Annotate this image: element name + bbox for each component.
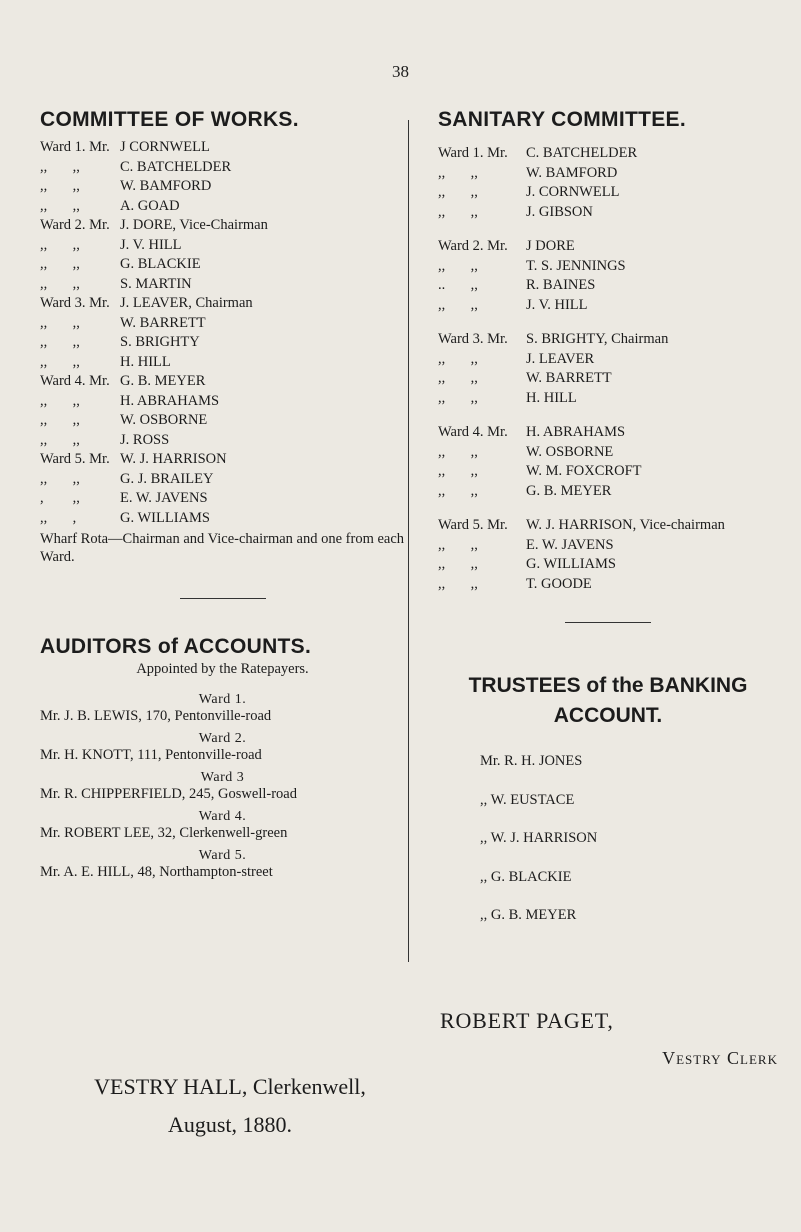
committee-of-works-list	[40, 138, 405, 528]
auditors-subtitle: Appointed by the Ratepayers.	[136, 661, 309, 677]
right-column	[438, 108, 778, 946]
ward-group	[438, 516, 778, 594]
ward-group	[438, 237, 778, 315]
member-name: W. BARRETT	[120, 314, 206, 331]
list-item	[40, 353, 405, 373]
auditor-ward: Ward 3	[200, 770, 245, 785]
member-name: J. V. HILL	[526, 296, 588, 313]
ward-prefix: ,, ,,	[438, 370, 478, 386]
ward-prefix: Ward 5. Mr.	[438, 517, 508, 533]
ward-prefix: ,, ,,	[40, 158, 80, 175]
list-item	[438, 330, 778, 350]
list-item	[40, 216, 405, 236]
member-name: G. B. MEYER	[120, 373, 206, 389]
list-item	[40, 158, 405, 178]
ward-prefix: Ward 3. Mr.	[438, 331, 508, 347]
member-row	[40, 138, 405, 158]
member-name: C. BATCHELDER	[120, 158, 232, 175]
auditor-name: Mr. A. E. HILL, 48, Northampton-street	[40, 864, 273, 880]
auditor-ward: Ward 1.	[198, 692, 247, 707]
list-item	[40, 255, 405, 275]
ward-prefix: Ward 2. Mr.	[438, 238, 508, 254]
place: VESTRY HALL, Clerkenwell,	[94, 1074, 366, 1099]
member-name: W. OSBORNE	[120, 412, 208, 428]
auditor-name: Mr. J. B. LEWIS, 170, Pentonville-road	[40, 708, 272, 724]
sanitary-committee-title: SANITARY COMMITTEE.	[438, 108, 686, 131]
member-row	[438, 536, 778, 556]
member-row	[438, 203, 778, 223]
member-row	[438, 296, 778, 316]
member-row	[438, 330, 778, 350]
column-divider	[408, 120, 409, 962]
member-row	[40, 255, 405, 275]
member-name: J. GIBSON	[526, 203, 593, 220]
list-item	[40, 411, 405, 431]
list-item	[40, 509, 405, 529]
ward-prefix: ,, ,,	[438, 184, 478, 200]
list-item	[438, 462, 778, 482]
auditors-of-accounts	[40, 635, 405, 881]
auditor-ward: Ward 2.	[198, 731, 247, 746]
member-row	[40, 392, 405, 412]
ward-prefix: Ward 1. Mr.	[438, 145, 508, 161]
member-row	[40, 411, 405, 431]
ward-prefix: ,, ,,	[438, 350, 478, 367]
member-row	[40, 275, 405, 295]
list-item	[40, 372, 405, 392]
list-item	[438, 350, 778, 370]
ward-group	[438, 423, 778, 501]
member-row	[438, 350, 778, 370]
member-row	[438, 164, 778, 184]
list-item	[40, 294, 405, 314]
trustee-item: ,, W. EUSTACE	[480, 791, 575, 808]
ward-prefix: , ,,	[40, 490, 80, 506]
ward-prefix: ,, ,,	[40, 334, 80, 350]
ward-prefix: ,, ,,	[40, 256, 80, 272]
ward-prefix: ,, ,,	[40, 236, 80, 253]
left-column	[40, 108, 405, 887]
member-name: E. W. JAVENS	[120, 490, 208, 506]
ward-prefix: ,, ,,	[438, 443, 478, 460]
list-item	[438, 183, 778, 203]
member-name: C. BATCHELDER	[526, 145, 638, 161]
member-row	[40, 333, 405, 353]
list-item	[438, 203, 778, 223]
member-name: H. HILL	[120, 353, 171, 370]
list-item	[438, 276, 778, 296]
ward-prefix: ,, ,,	[438, 536, 478, 553]
member-row	[40, 450, 405, 470]
sanitary-committee	[438, 108, 778, 594]
ward-prefix: ,, ,	[40, 509, 77, 526]
auditor-name: Mr. ROBERT LEE, 32, Clerkenwell-green	[40, 825, 288, 841]
member-name: W. M. FOXCROFT	[526, 463, 642, 479]
member-name: W. BAMFORD	[526, 164, 618, 181]
list-item	[438, 164, 778, 184]
member-row	[438, 369, 778, 389]
ward-prefix: .. ,,	[438, 277, 478, 293]
member-name: G. B. MEYER	[526, 482, 612, 499]
member-name: G. WILLIAMS	[526, 556, 616, 572]
member-name: J CORNWELL	[120, 139, 210, 155]
member-name: G. J. BRAILEY	[120, 470, 214, 487]
ward-prefix: ,, ,,	[438, 257, 478, 274]
member-name: A. GOAD	[120, 197, 180, 214]
member-name: S. BRIGHTY	[120, 334, 200, 350]
member-row	[40, 489, 405, 509]
list-item	[438, 423, 778, 443]
ward-prefix: ,, ,,	[40, 392, 80, 409]
auditor-ward: Ward 5.	[198, 848, 247, 863]
member-row	[438, 144, 778, 164]
member-row	[438, 516, 778, 536]
list-item	[438, 482, 778, 502]
list-item	[40, 450, 405, 470]
member-name: R. BAINES	[526, 277, 596, 293]
list-item	[438, 237, 778, 257]
committee-of-works	[40, 108, 405, 566]
ward-group	[438, 330, 778, 408]
list-item	[40, 392, 405, 412]
auditors-list	[40, 692, 405, 881]
member-name: W. J. HARRISON	[120, 451, 227, 467]
ward-prefix: ,, ,,	[40, 470, 80, 487]
member-name: J. DORE, Vice-Chairman	[120, 217, 268, 233]
auditors-title: AUDITORS of ACCOUNTS.	[40, 635, 312, 658]
trustees-banking-account	[438, 671, 778, 946]
wharf-rota-note: Wharf Rota—Chairman and Vice-chairman and one from each Ward.	[40, 531, 405, 565]
page-number: 38	[392, 62, 409, 81]
member-name: W. BAMFORD	[120, 178, 212, 194]
list-item	[40, 314, 405, 334]
member-row	[40, 372, 405, 392]
member-name: W. BARRETT	[526, 370, 612, 386]
place-date	[60, 1068, 400, 1144]
member-row	[438, 443, 778, 463]
ward-prefix: ,, ,,	[438, 203, 478, 220]
trustee-item: ,, W. J. HARRISON	[480, 830, 598, 846]
ward-prefix: ,, ,,	[438, 164, 478, 181]
ward-prefix: Ward 3. Mr.	[40, 295, 110, 311]
list-item	[438, 536, 778, 556]
date: August, 1880.	[167, 1112, 293, 1137]
signature-block	[438, 1008, 778, 1069]
list-item	[438, 516, 778, 536]
section-rule	[565, 622, 651, 623]
ward-prefix: ,, ,,	[40, 275, 80, 292]
ward-prefix: Ward 4. Mr.	[40, 373, 110, 389]
ward-prefix: ,, ,,	[438, 575, 478, 592]
member-name: J. V. HILL	[120, 236, 182, 253]
ward-prefix: ,, ,,	[40, 431, 80, 448]
member-row	[438, 575, 778, 595]
list-item	[40, 138, 405, 158]
member-row	[40, 314, 405, 334]
auditor-name: Mr. H. KNOTT, 111, Pentonville-road	[40, 747, 262, 763]
ward-prefix: Ward 1. Mr.	[40, 139, 110, 155]
member-name: T. S. JENNINGS	[526, 257, 626, 274]
clerk-title: Vestry Clerk	[662, 1048, 778, 1068]
ward-prefix: ,, ,,	[40, 412, 80, 428]
member-row	[40, 431, 405, 451]
list-item	[438, 144, 778, 164]
auditor-ward: Ward 4.	[198, 809, 247, 824]
member-row	[438, 462, 778, 482]
list-item	[40, 236, 405, 256]
member-row	[40, 294, 405, 314]
ward-prefix: ,, ,,	[40, 353, 80, 370]
trustee-item: ,, G. BLACKIE	[480, 868, 572, 885]
member-name: J. ROSS	[120, 431, 170, 448]
member-row	[40, 177, 405, 197]
trustees-list	[438, 753, 778, 946]
ward-group	[438, 144, 778, 222]
ward-prefix: ,, ,,	[438, 482, 478, 499]
member-row	[438, 423, 778, 443]
list-item	[438, 369, 778, 389]
list-item	[40, 431, 405, 451]
ward-prefix: ,, ,,	[40, 314, 80, 331]
sanitary-committee-list	[438, 144, 778, 594]
list-item	[40, 333, 405, 353]
trustee-item: Mr. R. H. JONES	[480, 753, 583, 769]
ward-prefix: Ward 4. Mr.	[438, 424, 508, 440]
member-name: H. ABRAHAMS	[526, 424, 626, 440]
member-name: G. BLACKIE	[120, 256, 201, 272]
member-row	[438, 555, 778, 575]
member-row	[438, 482, 778, 502]
member-row	[438, 257, 778, 277]
list-item	[438, 555, 778, 575]
list-item	[40, 177, 405, 197]
member-row	[40, 353, 405, 373]
list-item	[40, 489, 405, 509]
member-name: J. LEAVER	[526, 350, 595, 367]
member-name: T. GOODE	[526, 575, 592, 592]
list-item	[438, 575, 778, 595]
ward-prefix: Ward 2. Mr.	[40, 217, 110, 233]
member-name: W. OSBORNE	[526, 443, 614, 460]
member-row	[40, 158, 405, 178]
list-item	[438, 389, 778, 409]
section-rule	[180, 598, 266, 599]
member-row	[438, 276, 778, 296]
member-name: J. CORNWELL	[526, 184, 620, 200]
ward-prefix: ,, ,,	[438, 556, 478, 572]
clerk-name: ROBERT PAGET,	[440, 1008, 614, 1033]
member-row	[40, 236, 405, 256]
list-item	[40, 197, 405, 217]
list-item	[438, 443, 778, 463]
committee-of-works-title: COMMITTEE OF WORKS.	[40, 108, 299, 131]
trustees-title: TRUSTEES of the BANKING ACCOUNT.	[468, 674, 748, 727]
member-name: J DORE	[526, 238, 575, 254]
member-name: H. ABRAHAMS	[120, 392, 220, 409]
member-row	[40, 216, 405, 236]
ward-prefix: ,, ,,	[40, 197, 80, 214]
member-name: E. W. JAVENS	[526, 536, 614, 553]
auditor-name: Mr. R. CHIPPERFIELD, 245, Goswell-road	[40, 786, 297, 802]
ward-prefix: ,, ,,	[438, 389, 478, 406]
ward-prefix: ,, ,,	[438, 463, 478, 479]
member-name: H. HILL	[526, 389, 577, 406]
member-row	[438, 237, 778, 257]
ward-prefix: Ward 5. Mr.	[40, 451, 110, 467]
member-name: S. MARTIN	[120, 275, 192, 292]
member-row	[40, 509, 405, 529]
member-name: W. J. HARRISON, Vice-chairman	[526, 517, 725, 533]
member-row	[438, 183, 778, 203]
member-name: J. LEAVER, Chairman	[120, 295, 253, 311]
member-name: S. BRIGHTY, Chairman	[526, 331, 669, 347]
list-item	[40, 275, 405, 295]
list-item	[40, 470, 405, 490]
member-row	[40, 470, 405, 490]
member-row	[438, 389, 778, 409]
trustee-item: ,, G. B. MEYER	[480, 907, 577, 923]
member-name: G. WILLIAMS	[120, 509, 210, 526]
ward-prefix: ,, ,,	[438, 296, 478, 313]
list-item	[438, 296, 778, 316]
list-item	[438, 257, 778, 277]
ward-prefix: ,, ,,	[40, 178, 80, 194]
member-row	[40, 197, 405, 217]
